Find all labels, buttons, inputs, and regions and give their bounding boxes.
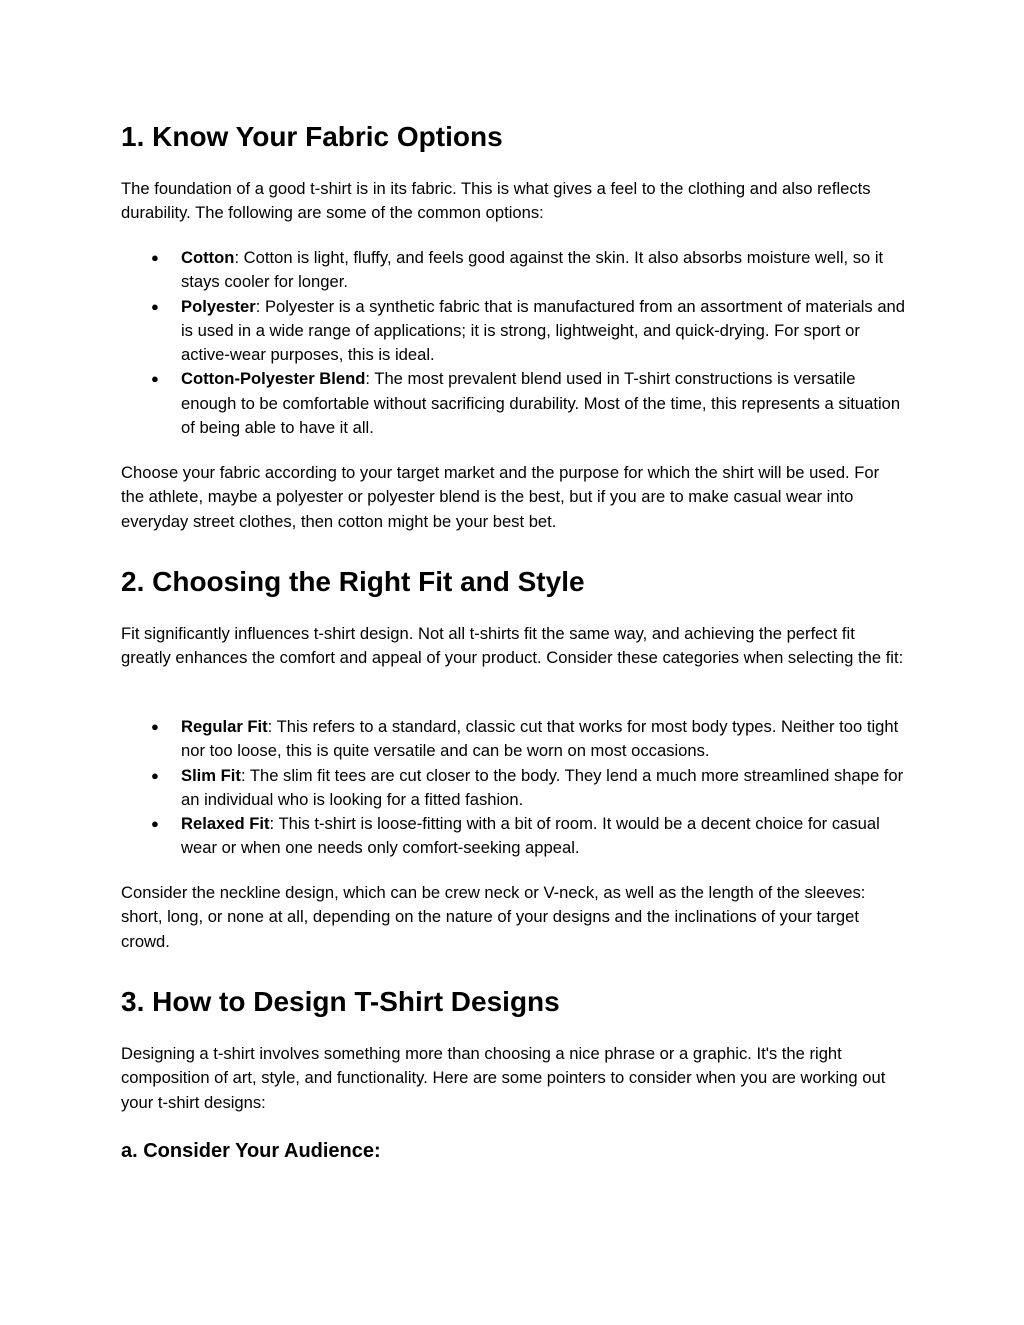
section-2-heading: 2. Choosing the Right Fit and Style: [121, 566, 585, 597]
fit-options-list: [121, 715, 906, 861]
list-item-term: Cotton: [181, 248, 235, 267]
fabric-options-list: [121, 246, 906, 440]
list-item-text: : The most prevalent blend used in T-shirt constructions is versatile enough to be comfortable without sacrificing durability. Most of the time, this represents a situation of being able to have it all.: [181, 369, 901, 438]
list-item: [121, 367, 906, 440]
section-2-outro: Consider the neckline design, which can be crew neck or V-neck, as well as the length of the sleeves: short, long, or none at all, depending on the nature of your designs and the inclinations of your target crowd.: [121, 883, 866, 951]
list-item: [121, 764, 906, 813]
section-1-outro: Choose your fabric according to your target market and the purpose for which the shirt will be used. For the athlete, maybe a polyester or polyester blend is the best, but if you are to make casual wear into everyday street clothes, then cotton might be your best bet.: [121, 463, 880, 531]
bullet-icon: ●: [151, 816, 159, 832]
list-item-text: : Polyester is a synthetic fabric that is manufactured from an assortment of materials and is used in a wide range of applications; it is strong, lightweight, and quick-drying. For sport or active-wear purposes, this is ideal.: [181, 296, 906, 365]
section-3-heading: 3. How to Design T-Shirt Designs: [121, 986, 560, 1017]
list-item-term: Regular Fit: [181, 717, 268, 736]
section-3-intro: Designing a t-shirt involves something more than choosing a nice phrase or a graphic. It's the right composition of art, style, and functionality. Here are some pointers to consider when you are working out your t-shirt designs:: [121, 1044, 886, 1112]
list-item-term: Cotton-Polyester Blend: [181, 369, 366, 389]
list-item-term: Relaxed Fit: [181, 814, 270, 834]
bullet-icon: ●: [151, 767, 159, 783]
section-2-intro: Fit significantly influences t-shirt design. Not all t-shirts fit the same way, and achieving the perfect fit greatly enhances the comfort and appeal of your product. Consider these categories when selecting the fit:: [121, 624, 904, 668]
section-3-subheading: a. Consider Your Audience:: [121, 1140, 381, 1162]
list-item: [121, 246, 906, 295]
list-item: [121, 295, 906, 368]
bullet-icon: ●: [151, 719, 159, 734]
bullet-icon: ●: [151, 371, 159, 387]
list-item: [121, 715, 906, 764]
section-1-heading: 1. Know Your Fabric Options: [121, 121, 503, 152]
section-1-intro: The foundation of a good t-shirt is in its fabric. This is what gives a feel to the clothing and also reflects durability. The following are some of the common options:: [121, 179, 871, 223]
list-item-term: Polyester: [181, 296, 256, 316]
list-item-text: : The slim fit tees are cut closer to the body. They lend a much more streamlined shape for an individual who is looking for a fitted fashion.: [181, 765, 904, 809]
list-item: [121, 812, 906, 861]
list-item-text: : Cotton is light, fluffy, and feels good against the skin. It also absorbs moisture well, so it stays cooler for longer.: [181, 248, 884, 292]
list-item-term: Slim Fit: [181, 765, 241, 785]
list-item-text: : This refers to a standard, classic cut that works for most body types. Neither too tight nor too loose, this is quite versatile and can be worn on most occasions.: [181, 717, 899, 761]
list-item-text: : This t-shirt is loose-fitting with a bit of room. It would be a decent choice for casual wear or when one needs only comfort-seeking appeal.: [181, 814, 880, 858]
bullet-icon: ●: [151, 250, 159, 265]
bullet-icon: ●: [151, 298, 159, 314]
